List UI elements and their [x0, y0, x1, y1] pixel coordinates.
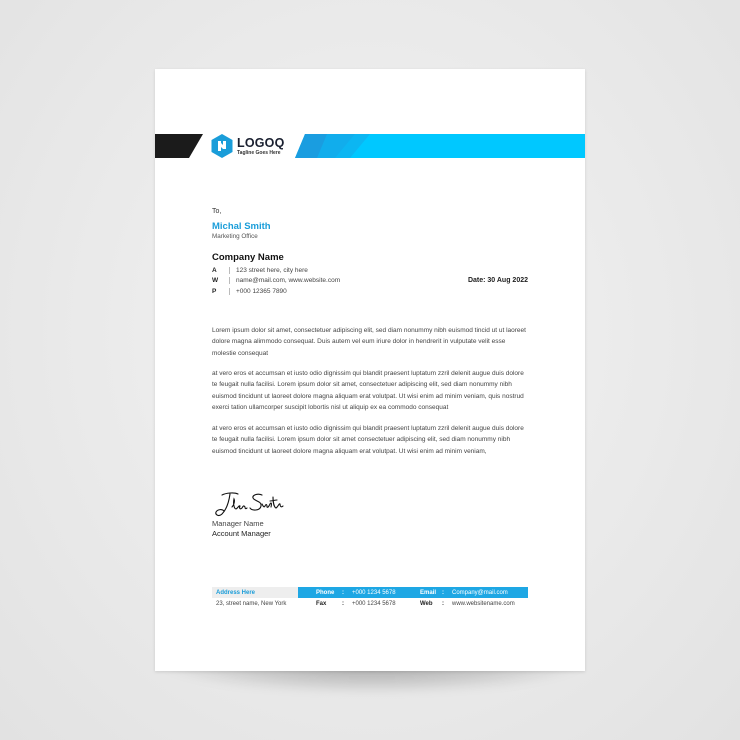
footer-colon: : [342, 589, 344, 596]
company-name: Company Name [212, 252, 284, 263]
divider [229, 277, 230, 284]
address-value: 123 street here, city here [236, 267, 308, 274]
recipient-office: Marketing Office [212, 233, 258, 240]
footer-fax-label: Fax [316, 600, 327, 607]
footer-email-value: Company@mail.com [452, 589, 508, 596]
logo-name: LOGOQ [237, 135, 285, 150]
address-row [212, 267, 308, 274]
web-value: name@mail.com, www.website.com [236, 277, 341, 284]
letter-date: Date: 30 Aug 2022 [467, 277, 528, 284]
logo-tagline: Tagline Goes Here [237, 149, 281, 156]
address-key: A [212, 267, 217, 274]
footer-row-2 [212, 598, 528, 609]
footer [212, 587, 528, 609]
divider [229, 288, 230, 295]
footer-phone-label: Phone [316, 589, 335, 596]
phone-row [212, 288, 287, 295]
footer-address-value: 23, street name, New York [216, 600, 287, 607]
body-paragraph-3: at vero eros et accumsan et iusto odio dignissim qui blandit praesent luptatum zzril delenit augue duis dolore te feugait nulla facilisi. Lorem ipsum dolor sit amet consectetuer adipiscing elit, sed diam nonummy nibh euismod tincidunt ut laoreet dolore magna aliquam erat volutpat. Ut wisi enim ad minim veniam, [212, 425, 524, 455]
footer-colon: : [442, 600, 444, 607]
footer-row-1 [212, 587, 528, 598]
body-paragraph-1: Lorem ipsum dolor sit amet, consectetuer adipiscing elit, sed diam nonummy nibh euismod tincid ut ut laoreet dolore magna alimmodo consequat. Duis autem vel eum iriure dolor in hendrerit in vulputate velit esse molestie consequat [212, 327, 526, 357]
phone-key: P [212, 288, 217, 295]
to-label: To, [212, 208, 222, 215]
company-logo [211, 133, 285, 159]
footer-fax-value: +000 1234 5678 [352, 600, 396, 607]
footer-web-value: www.websitename.com [452, 600, 515, 607]
footer-web-label: Web [420, 600, 433, 607]
hexagon-logo-icon [211, 134, 233, 158]
divider [229, 267, 230, 274]
header-dark-stripe [155, 134, 203, 158]
handwritten-signature [212, 489, 284, 521]
web-row [212, 277, 340, 284]
signatory-title: Account Manager [212, 529, 271, 538]
phone-value: +000 12365 7890 [236, 288, 287, 295]
footer-email-label: Email [420, 589, 437, 596]
body-paragraph-2: at vero eros et accumsan et iusto odio dignissim qui blandit praesent luptatum zzril delenit augue duis dolore te feugait nulla facilisi. Lorem ipsum dolor sit amet, consectetuer adipiscing elit, sed diam nonummy nibh euismod tincidunt ut laoreet dolore magna aliquam erat volutpat. Ut wisi enim ad minim veniam, quis nostrud exerci tation ullamcorper suscipit lobortis nisl ut aliquip ex ea commodo consequat [212, 370, 524, 412]
web-key: W [212, 277, 219, 284]
signatory-name: Manager Name [212, 519, 264, 528]
footer-colon: : [442, 589, 444, 596]
footer-phone-value: +000 1234 5678 [352, 589, 396, 596]
recipient-name: Michal Smith [212, 221, 271, 232]
footer-address-label: Address Here [212, 587, 298, 598]
letterhead-page [155, 69, 585, 671]
footer-colon: : [342, 600, 344, 607]
